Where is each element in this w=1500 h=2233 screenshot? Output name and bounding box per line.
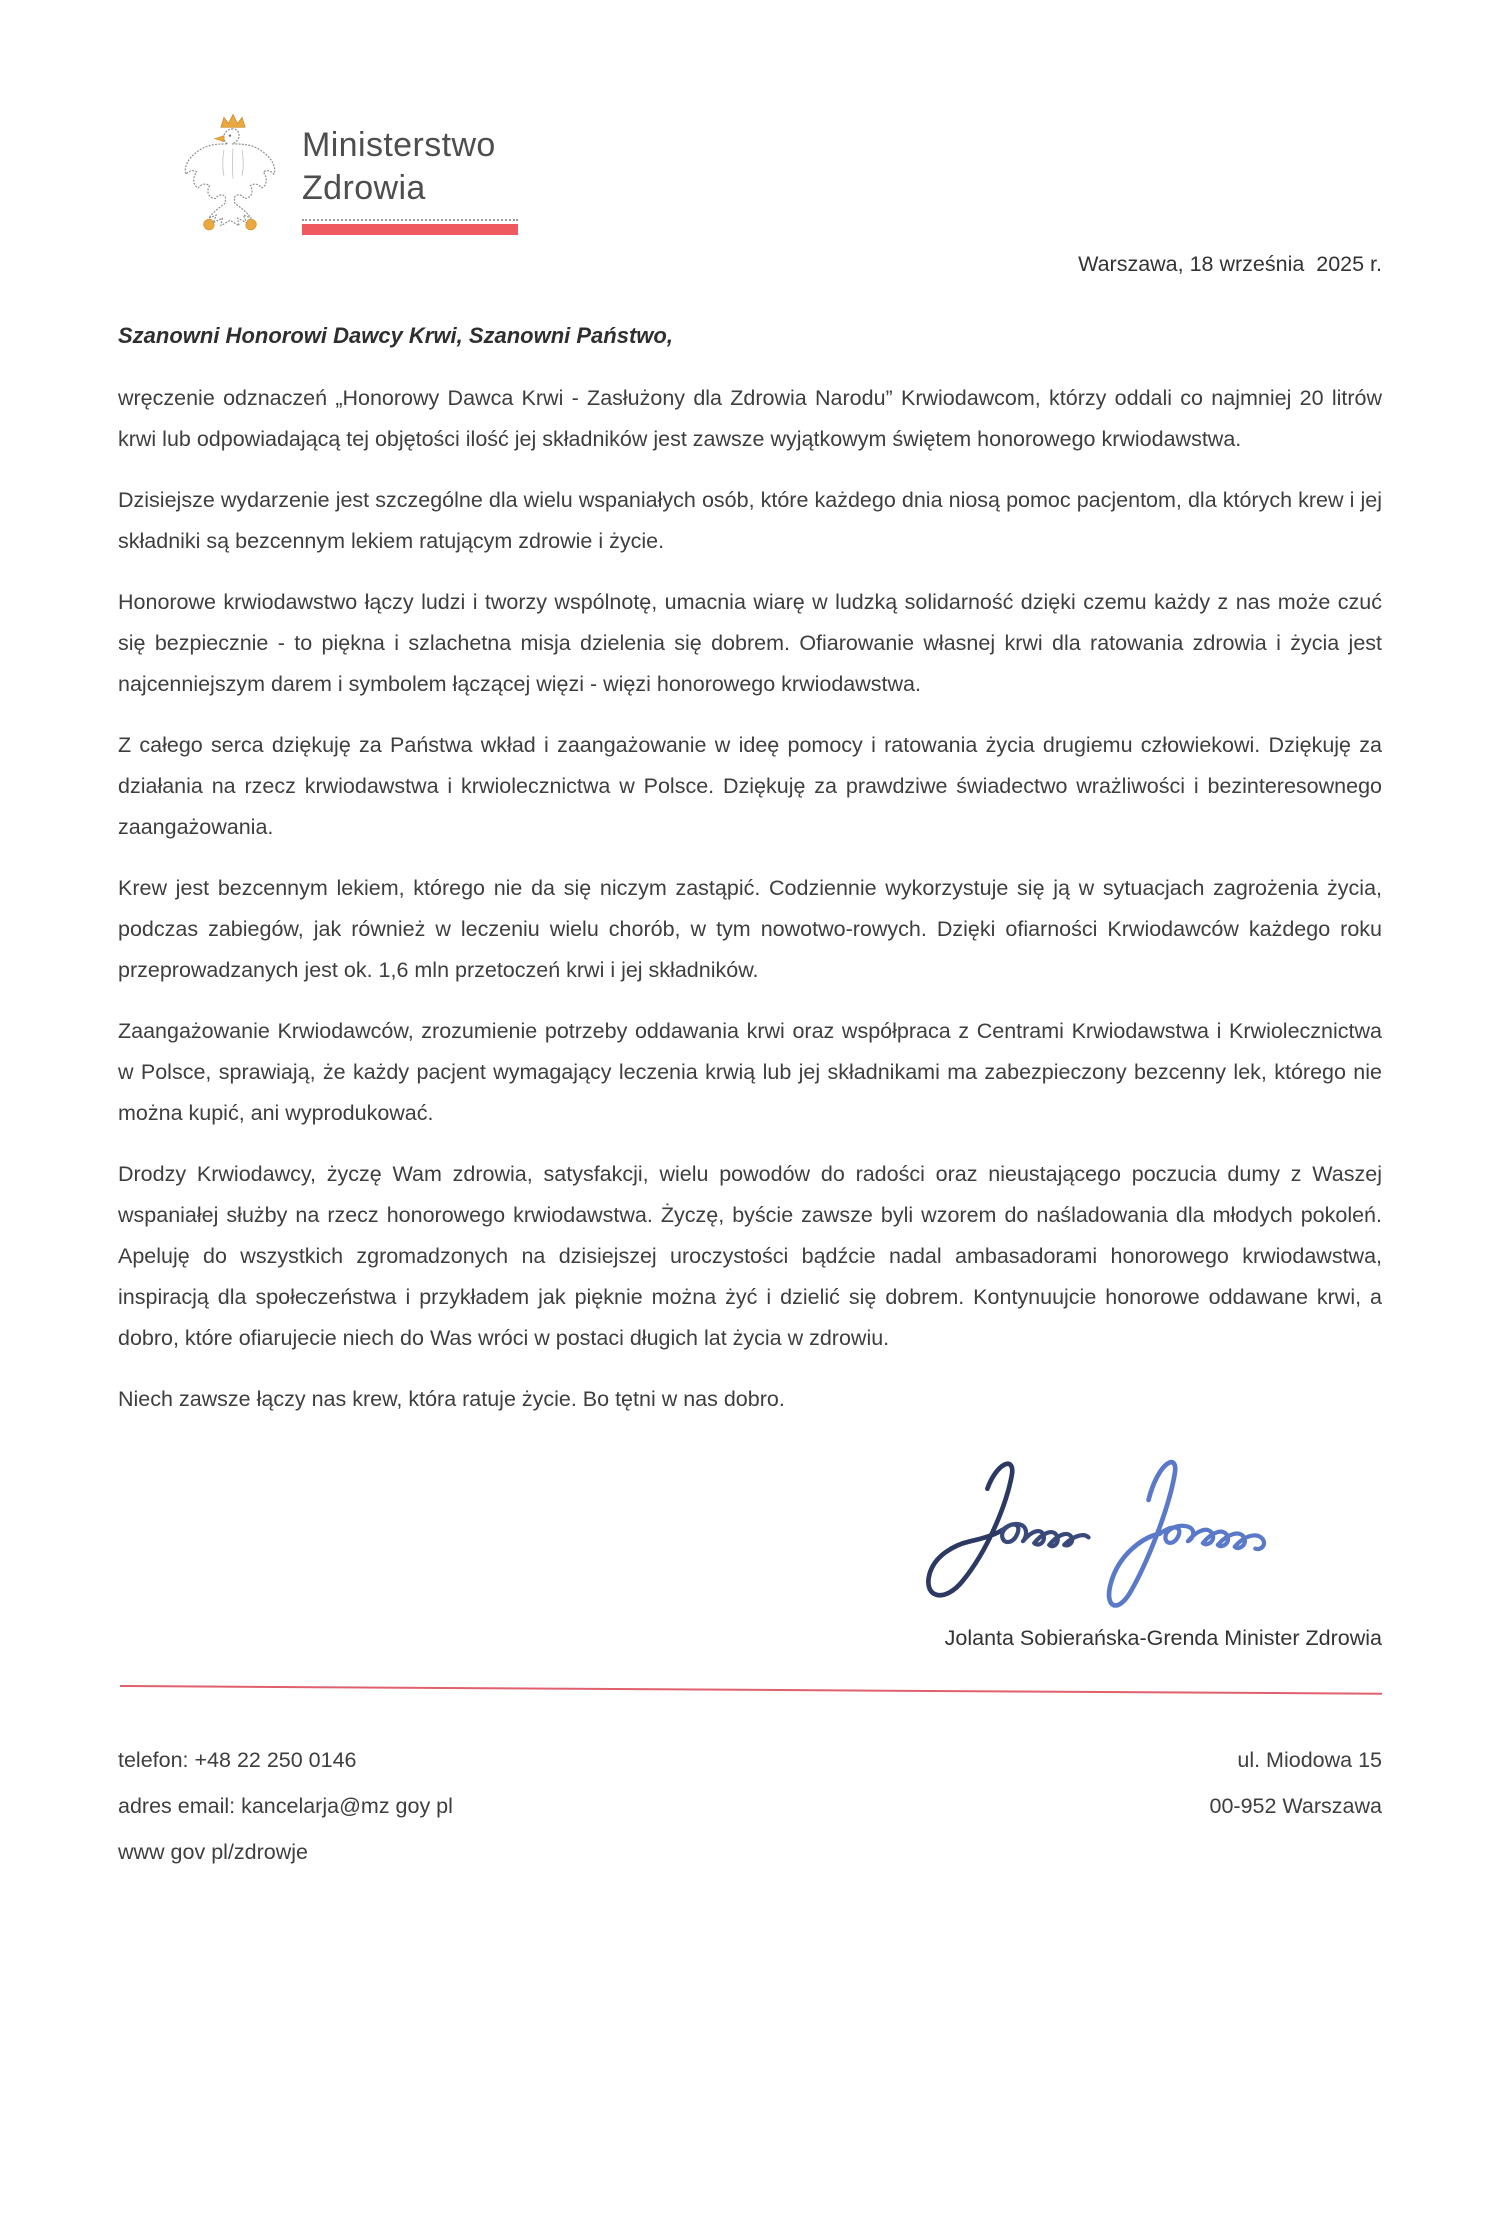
footer-divider (120, 1685, 1382, 1695)
footer-address-street: ul. Miodowa 15 (1237, 1748, 1382, 1772)
letter-paragraph: Z całego serca dziękuję za Państwa wkład i zaangażowanie w ideę pomocy i ratowania życia drugiemu człowiekowi. Dziękuję za działania na rzecz krwiodawstwa i krwiolecznictwa w Polsce. Dziękuję za prawdziwe świadectwo wrażliwości i bezinteresownego zaangażowania. (118, 733, 1382, 839)
letter-paragraph: Drodzy Krwiodawcy, życzę Wam zdrowia, satysfakcji, wielu powodów do radości oraz nieustającego poczucia dumy z Waszej wspaniałej służby na rzecz honorowego krwiodawstwa. Życzę, byście zawsze byli wzorem do naśladowania dla młodych pokoleń. Apeluję do wszystkich zgromadzonych na dzisiejszej uroczystości bądźcie nadal ambasadorami honorowego krwiodawstwa, inspiracją dla społeczeństwa i przykładem jak pięknie można żyć i dzielić się dobrem. Kontynuujcie honorowe oddawane krwi, a dobro, które ofiarujecie niech do Was wróci w postaci długich lat życia w zdrowiu. (118, 1162, 1382, 1350)
footer-email: adres email: kancelarja@mz goy pl (118, 1794, 453, 1818)
date-line: Warszawa, 18 września 2025 r. (1078, 252, 1382, 276)
polish-eagle-emblem-icon (180, 112, 286, 246)
ministry-name (302, 112, 518, 235)
footer (118, 1737, 1382, 1875)
signer-name: Jolanta Sobierańska-Grenda Minister Zdrowia (944, 1626, 1382, 1650)
letter-paragraph: Zaangażowanie Krwiodawców, zrozumienie potrzeby oddawania krwi oraz współpraca z Centrami Krwiodawstwa i Krwiolecznictwa w Polsce, sprawiają, że każdy pacjent wymagający leczenia krwią lub jej składnikami ma zabezpieczony bezcenny lek, którego nie można kupić, ani wyprodukować. (118, 1019, 1382, 1125)
letter-paragraph: Dzisiejsze wydarzenie jest szczególne dla wielu wspaniałych osób, które każdego dnia niosą pomoc pacjentom, dla których krew i jej składniki są bezcennym lekiem ratującym zdrowie i życie. (118, 488, 1382, 553)
footer-phone: telefon: +48 22 250 0146 (118, 1748, 357, 1772)
letter-page (0, 112, 1500, 2233)
letter-paragraph: wręczenie odznaczeń „Honorowy Dawca Krwi - Zasłużony dla Zdrowia Narodu” Krwiodawcom, którzy oddali co najmniej 20 litrów krwi lub odpowiadającą tej objętości ilość jej składników jest zawsze wyjątkowym świętem honorowego krwiodawstwa. (118, 386, 1382, 451)
logo-dotted-rule (302, 219, 518, 221)
ministry-name-line2: Zdrowia (302, 169, 426, 207)
letter-paragraph: Niech zawsze łączy nas krew, która ratuje życie. Bo tętni w nas dobro. (118, 1387, 785, 1411)
letter-paragraph: Honorowe krwiodawstwo łączy ludzi i tworzy wspólnotę, umacnia wiarę w ludzką solidarność dzięki czemu każdy z nas może czuć się bezpiecznie - to piękna i szlachetna misja dzielenia się dobrem. Ofiarowanie własnej krwi dla ratowania zdrowia i życia jest najcenniejszym darem i symbolem łączącej więzi - więzi honorowego krwiodawstwa. (118, 590, 1382, 696)
footer-address-right (1210, 1737, 1382, 1829)
footer-address-city: 00-952 Warszawa (1209, 1794, 1382, 1818)
handwritten-signature-icon (862, 1440, 1332, 1618)
letter-paragraph: Krew jest bezcennym lekiem, którego nie da się niczym zastąpić. Codziennie wykorzystuje się ją w sytuacjach zagrożenia życia, podczas zabiegów, jak również w leczeniu wielu chorób, w tym nowotwo-rowych. Dzięki ofiarności Krwiodawców każdego roku przeprowadzanych jest ok. 1,6 mln przetoczeń krwi i jej składników. (118, 876, 1382, 982)
letter-body (118, 378, 1382, 1420)
logo-accent-bar (302, 224, 518, 235)
footer-contact-left (118, 1737, 453, 1875)
ministry-name-line1: Ministerstwo (302, 126, 496, 164)
ministry-logo (180, 112, 1382, 246)
footer-website: www gov pl/zdrowje (118, 1840, 308, 1864)
salutation: Szanowni Honorowi Dawcy Krwi, Szanowni Państwo, (118, 323, 673, 348)
signature-area (118, 1440, 1382, 1618)
